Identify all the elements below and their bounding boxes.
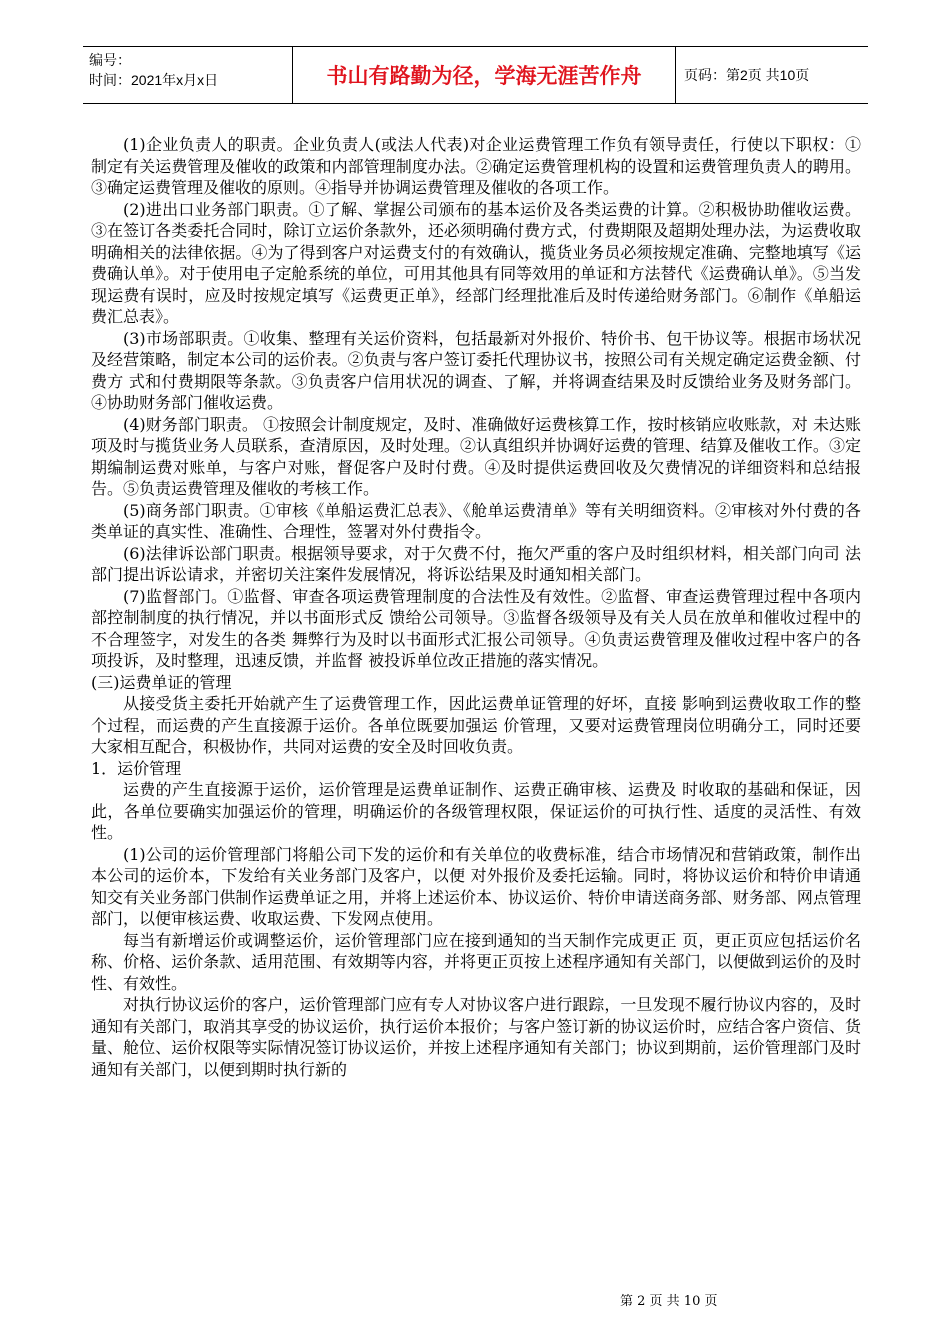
body-paragraph: (6)法律诉讼部门职责。根据领导要求，对于欠费不付，拖欠严重的客户及时组织材料，相关部门向司 法部门提出诉讼请求，并密切关注案件发展情况，将诉讼结果及时通知相关部门。 <box>91 543 861 584</box>
document-number-label: 编号： <box>89 52 131 68</box>
body-paragraph: (1)公司的运价管理部门将船公司下发的运价和有关单位的收费标准，结合市场情况和营销政策，制作出本公司的运价本，下发给有关业务部门及客户，以便 对外报价及委托运输。同时，将协议运价和特价申请通知交有关业务部门供制作运费单证之用，并将上述运价本、协议运价、特价申请送商务部、财务部、网点管理部门，以便审核运费、收取运费、下发网点使用。 <box>91 844 861 928</box>
footer-page-number: 第 2 页 共 10 页 <box>620 1294 718 1309</box>
body-paragraph: (1)企业负责人的职责。企业负责人(或法人代表)对企业运费管理工作负有领导责任，行使以下职权：①制定有关运费管理及催收的政策和内部管理制度办法。②确定运费管理机构的设置和运费管理负责人的聘用。③确定运费管理及催收的原则。④指导并协调运费管理及催收的各项工作。 <box>91 135 861 197</box>
header-motto: 书山有路勤为径，学海无涯苦作舟 <box>326 64 642 88</box>
section-heading: (三)运费单证的管理 <box>91 672 232 692</box>
body-paragraph: (5)商务部门职责。①审核《单船运费汇总表》、《舱单运费清单》等有关明细资料。②审核对外付费的各类单证的真实性、准确性、合理性，签署对外付费指令。 <box>91 500 861 541</box>
body-paragraph: 运费的产生直接源于运价，运价管理是运费单证制作、运费正确审核、运费及 时收取的基础和保证，因此，各单位要确实加强运价的管理，明确运价的各级管理权限，保证运价的可执行性、适度的灵活性、有效性。 <box>91 780 861 842</box>
document-time-label: 时间：2021年x月x日 <box>89 72 219 88</box>
page-header <box>83 46 868 104</box>
body-paragraph: (4)财务部门职责。 ①按照会计制度规定，及时、准确做好运费核算工作，按时核销应收账款，对 未达账项及时与揽货业务人员联系，查清原因，及时处理。②认真组织并协调好运费的管理、结算及催收工作。③定期编制运费对账单，与客户对账，督促客户及时付费。④及时提供运费回收及欠费情况的详细资料和总结报告。⑤负责运费管理及催收的考核工作。 <box>91 414 861 498</box>
header-motto-cell <box>292 47 676 103</box>
body-paragraph: 从接受货主委托开始就产生了运费管理工作，因此运费单证管理的好坏，直接 影响到运费收取工作的整个过程，而运费的产生直接源于运价。各单位既要加强运 价管理，又要对运费管理岗位明确分工，同时还要大家相互配合，积极协作，共同对运费的安全及时回收负责。 <box>91 694 861 756</box>
body-paragraph: (3)市场部职责。①收集、整理有关运价资料，包括最新对外报价、特价书、包干协议等。根据市场状况及经营策略，制定本公司的运价表。②负责与客户签订委托代理协议书，按照公司有关规定确定运费金额、付费方 式和付费期限等条款。③负责客户信用状况的调查、了解，并将调查结果及时反馈给业务及财务部门。④协助财务部门催收运费。 <box>91 328 861 412</box>
header-page-info: 页码：第2页 共10页 <box>684 67 810 83</box>
body-paragraph: (7)监督部门。①监督、审查各项运费管理制度的合法性及有效性。②监督、审查运费管理过程中各项内部控制制度的执行情况，并以书面形式反 馈给公司领导。③监督各级领导及有关人员在放单和催收过程中的不合理签字，对发生的各类 舞弊行为及时以书面形式汇报公司领导。④负责运费管理及催收过程中客户的各项投诉，及时整理，迅速反馈，并监督 被投诉单位改正措施的落实情况。 <box>91 586 861 670</box>
body-paragraph: (2)进出口业务部门职责。①了解、掌握公司颁布的基本运价及各类运费的计算。②积极协助催收运费。③在签订各类委托合同时，除订立运价条款外，还必须明确付费方式，付费期限及超期处理办法，为运费收取明确相关的法律依据。④为了得到客户对运费支付的有效确认，揽货业务员必须按规定准确、完整地填写《运费确认单》。对于使用电子定舱系统的单位，可用其他具有同等效用的单证和方法替代《运费确认单》。⑤当发现运费有误时，应及时按规定填写《运费更正单》，经部门经理批准后及时传递给财务部门。⑥制作《单船运费汇总表》。 <box>91 199 861 326</box>
document-body <box>91 134 861 1080</box>
body-paragraph: 每当有新增运价或调整运价，运价管理部门应在接到通知的当天制作完成更正 页，更正页应包括运价名称、价格、运价条款、适用范围、有效期等内容，并将更正页按上述程序通知有关部门，以便做到运价的及时性、有效性。 <box>91 930 861 993</box>
body-paragraph: 对执行协议运价的客户，运价管理部门应有专人对协议客户进行跟踪，一旦发现不履行协议内容的，及时通知有关部门，取消其享受的协议运价，执行运价本报价；与客户签订新的协议运价时，应结合客户资信、货量、舱位、运价权限等实际情况签订协议运价，并按上述程序通知有关部门；协议到期前，运价管理部门及时通知有关部门，以便到期时执行新的 <box>91 995 861 1079</box>
header-meta <box>83 47 292 103</box>
section-heading: 1．运价管理 <box>91 758 182 778</box>
